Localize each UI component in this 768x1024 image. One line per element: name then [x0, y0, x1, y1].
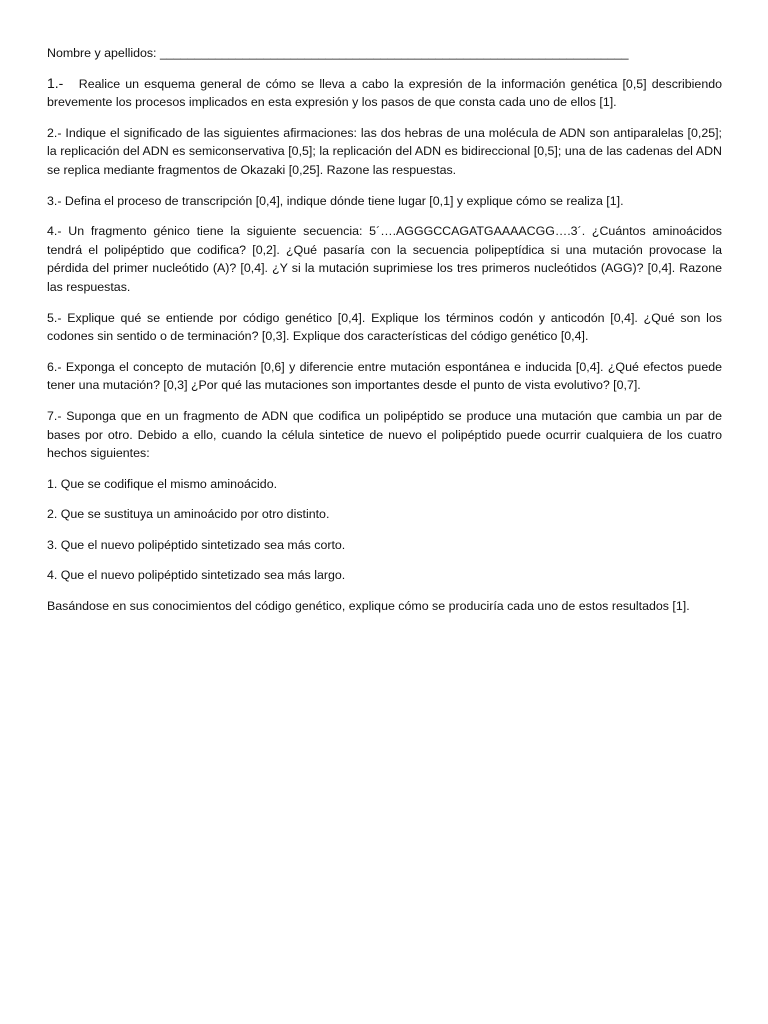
question-7	[47, 407, 722, 463]
question-number: 3.-	[47, 193, 62, 208]
question-text: Defina el proceso de transcripción [0,4], indique dónde tiene lugar [0,1] y explique cómo se realiza [1].	[64, 193, 624, 208]
question-text: Suponga que en un fragmento de ADN que codifica un polipéptido se produce una mutación que cambia un par de bases por otro. Debido a ello, cuando la célula sintetice de nuevo el polipéptido puede ocurrir cualquiera de los cuatro hechos siguientes:	[47, 408, 722, 461]
question-number: 4.-	[47, 224, 62, 239]
question-number: 5.-	[47, 310, 62, 325]
outcome-item: 3. Que el nuevo polipéptido sintetizado sea más corto.	[47, 537, 346, 552]
question-5	[47, 309, 722, 346]
question-3	[47, 192, 722, 211]
closing-instruction: Basándose en sus conocimientos del código genético, explique cómo se produciría cada uno de estos resultados [1].	[47, 599, 690, 614]
name-field-line	[47, 44, 722, 63]
question-4	[47, 222, 722, 296]
question-number: 7.-	[47, 408, 62, 423]
outcome-item: 2. Que se sustituya un aminoácido por otro distinto.	[47, 507, 330, 522]
question-text: Explique qué se entiende por código genético [0,4]. Explique los términos codón y anticodón [0,4]. ¿Qué son los codones sin sentido o de terminación? [0,3]. Explique dos características del código genético [0,4].	[47, 310, 722, 344]
question-number: 1.-	[47, 74, 64, 91]
question-text: Realice un esquema general de cómo se lleva a cabo la expresión de la información genética [0,5] describiendo brevemente los procesos implicados en esta expresión y los pasos de que consta cada uno de ellos [1].	[47, 76, 723, 110]
name-blank: ____________________________________________________________________	[159, 46, 629, 60]
question-text: Exponga el concepto de mutación [0,6] y diferencie entre mutación espontánea e inducida [0,4]. ¿Qué efectos puede tener una mutación? [0,3] ¿Por qué las mutaciones son importantes desde el punto de vista evolutivo? [0,7].	[47, 359, 722, 393]
outcome-item: 1. Que se codifique el mismo aminoácido.	[47, 476, 278, 491]
question-number: 6.-	[47, 359, 62, 374]
name-label: Nombre y apellidos:	[47, 46, 157, 60]
exam-sheet	[47, 44, 722, 628]
question-1	[47, 74, 722, 112]
question-2	[47, 124, 722, 180]
question-text: Un fragmento génico tiene la siguiente secuencia: 5´….AGGGCCAGATGAAAACGG….3´. ¿Cuántos aminoácidos tendrá el polipéptido que codifica? [0,2]. ¿Qué pasaría con la secuencia polipeptídica si una mutación provocase la pérdida del primer nucleótido (A)? [0,4]. ¿Y si la mutación suprimiese los tres primeros nucleótidos (AGG)? [0,4]. Razone las respuestas.	[47, 224, 722, 294]
question-6	[47, 358, 722, 395]
question-number: 2.-	[47, 125, 62, 140]
question-text: Indique el significado de las siguientes afirmaciones: las dos hebras de una molécula de ADN son antiparalelas [0,25]; la replicación del ADN es semiconservativa [0,5]; la replicación del ADN es bidireccional [0,5]; una de las cadenas del ADN se replica mediante fragmentos de Okazaki [0,25]. Razone las respuestas.	[47, 125, 722, 177]
outcome-item: 4. Que el nuevo polipéptido sintetizado sea más largo.	[47, 568, 346, 583]
